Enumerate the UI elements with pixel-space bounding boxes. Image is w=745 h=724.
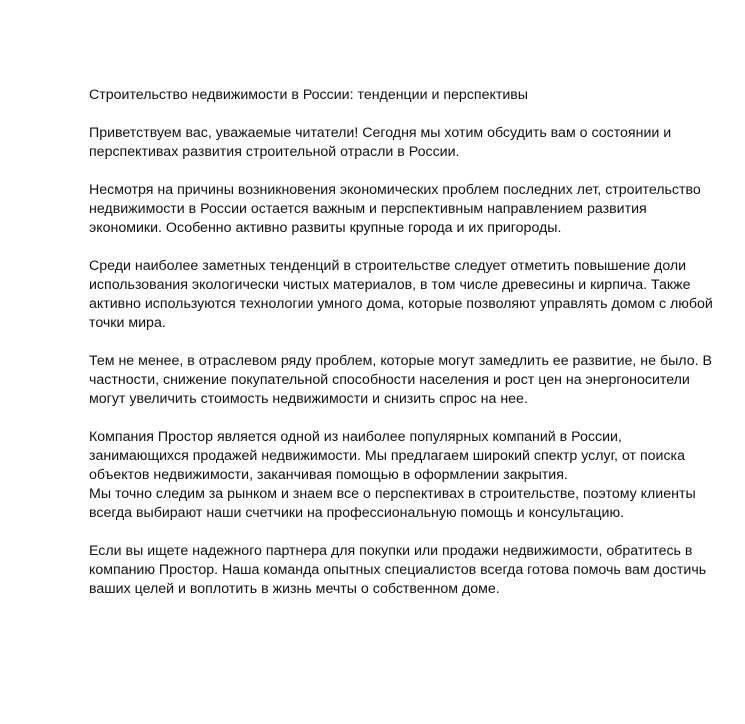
paragraph-trends: Среди наиболее заметных тенденций в строительстве следует отметить повышение доли использования экологически чистых материалов, в том числе древесины и кирпича. Также активно используются технологии умного дома, которые позволяют управлять домом с любой точки мира. <box>89 258 713 331</box>
paragraph-call-to-action: Если вы ищете надежного партнера для покупки или продажи недвижимости, обратитесь в компанию Простор. Наша команда опытных специалистов всегда готова помочь вам достичь ваших целей и воплотить в жизнь мечты о собственном доме. <box>89 543 707 597</box>
document-title: Строительство недвижимости в России: тенденции и перспективы <box>89 87 528 103</box>
document-body <box>89 86 717 618</box>
paragraph-problems: Тем не менее, в отраслевом ряду проблем, которые могут замедлить ее развитие, не было. В частности, снижение покупательной способности населения и рост цен на энергоносители могут увеличить стоимость недвижимости и снизить спрос на нее. <box>89 353 712 407</box>
paragraph-company: Компания Простор является одной из наиболее популярных компаний в России, занимающихся продажей недвижимости. Мы предлагаем широкий спектр услуг, от поиска объектов недвижимости, заканчивая помощью в оформлении закрытия. Мы точно следим за рынком и знаем все о перспективах в строительстве, поэтому клиенты всегда выбирают наши счетчики на профессиональную помощь и консультацию. <box>89 429 696 521</box>
paragraph-overview: Несмотря на причины возникновения экономических проблем последних лет, строительство недвижимости в России остается важным и перспективным направлением развития экономики. Особенно активно развиты крупные города и их пригороды. <box>89 182 701 236</box>
paragraph-greeting: Приветствуем вас, уважаемые читатели! Сегодня мы хотим обсудить вам о состоянии и перспективах развития строительной отрасли в России. <box>89 125 672 160</box>
